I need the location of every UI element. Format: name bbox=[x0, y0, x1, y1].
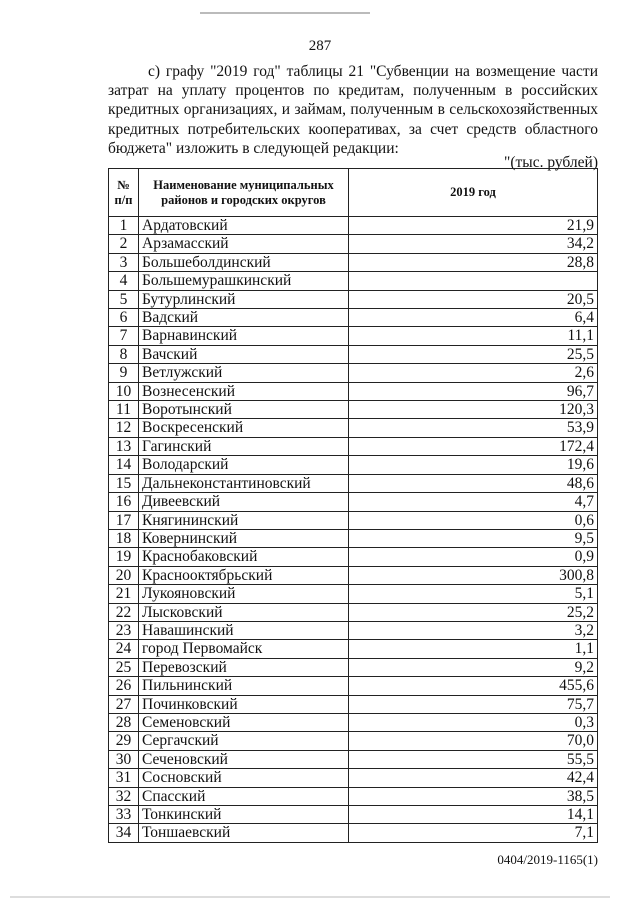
table-row bbox=[109, 824, 598, 842]
row-district-name: Тоншаевский bbox=[139, 824, 349, 842]
row-district-name: Дивеевский bbox=[139, 493, 349, 511]
row-value: 455,6 bbox=[349, 677, 598, 695]
row-district-name: Большеболдинский bbox=[139, 253, 349, 271]
table-row bbox=[109, 806, 598, 824]
scan-artifact-top bbox=[200, 12, 370, 14]
table-row bbox=[109, 658, 598, 676]
row-number: 4 bbox=[109, 272, 139, 290]
row-value: 6,4 bbox=[349, 309, 598, 327]
row-value: 0,3 bbox=[349, 713, 598, 731]
table-row bbox=[109, 327, 598, 345]
row-number: 12 bbox=[109, 419, 139, 437]
scan-artifact-bottom bbox=[10, 896, 610, 898]
row-district-name: Пильнинский bbox=[139, 677, 349, 695]
row-number: 17 bbox=[109, 511, 139, 529]
row-district-name: Навашинский bbox=[139, 621, 349, 639]
row-value: 120,3 bbox=[349, 401, 598, 419]
row-value: 34,2 bbox=[349, 235, 598, 253]
row-number: 16 bbox=[109, 493, 139, 511]
row-district-name: Воскресенский bbox=[139, 419, 349, 437]
row-value: 28,8 bbox=[349, 253, 598, 271]
row-value: 2,6 bbox=[349, 364, 598, 382]
row-value: 53,9 bbox=[349, 419, 598, 437]
row-district-name: Лысковский bbox=[139, 603, 349, 621]
row-district-name: Княгининский bbox=[139, 511, 349, 529]
row-number: 22 bbox=[109, 603, 139, 621]
row-district-name: Спасский bbox=[139, 787, 349, 805]
row-district-name: Гагинский bbox=[139, 437, 349, 455]
table-row bbox=[109, 621, 598, 639]
row-district-name: Большемурашкинский bbox=[139, 272, 349, 290]
row-district-name: Краснооктябрьский bbox=[139, 566, 349, 584]
table-row bbox=[109, 677, 598, 695]
row-district-name: Ардатовский bbox=[139, 217, 349, 235]
row-value: 19,6 bbox=[349, 456, 598, 474]
row-district-name: Перевозский bbox=[139, 658, 349, 676]
row-district-name: Сеченовский bbox=[139, 750, 349, 768]
row-district-name: Дальнеконстантиновский bbox=[139, 474, 349, 492]
row-value: 9,5 bbox=[349, 529, 598, 547]
row-district-name: Вознесенский bbox=[139, 382, 349, 400]
row-number: 3 bbox=[109, 253, 139, 271]
row-number: 2 bbox=[109, 235, 139, 253]
row-number: 20 bbox=[109, 566, 139, 584]
table-row bbox=[109, 272, 598, 290]
row-number: 8 bbox=[109, 345, 139, 363]
row-value: 0,9 bbox=[349, 548, 598, 566]
table-row bbox=[109, 695, 598, 713]
table-row bbox=[109, 382, 598, 400]
row-number: 26 bbox=[109, 677, 139, 695]
row-value: 172,4 bbox=[349, 437, 598, 455]
row-value: 1,1 bbox=[349, 640, 598, 658]
row-number: 30 bbox=[109, 750, 139, 768]
table-row bbox=[109, 640, 598, 658]
table-row bbox=[109, 456, 598, 474]
row-number: 33 bbox=[109, 806, 139, 824]
row-value: 75,7 bbox=[349, 695, 598, 713]
table-row bbox=[109, 309, 598, 327]
row-value: 96,7 bbox=[349, 382, 598, 400]
row-district-name: Вадский bbox=[139, 309, 349, 327]
row-number: 7 bbox=[109, 327, 139, 345]
header-name: Наименование муниципальных районов и городских округов bbox=[139, 169, 349, 217]
table-row bbox=[109, 548, 598, 566]
table-body bbox=[109, 217, 598, 843]
row-value: 14,1 bbox=[349, 806, 598, 824]
table-row bbox=[109, 603, 598, 621]
row-number: 14 bbox=[109, 456, 139, 474]
table-row bbox=[109, 290, 598, 308]
units-label: "(тыс. рублей) bbox=[504, 154, 598, 171]
row-value: 7,1 bbox=[349, 824, 598, 842]
row-number: 11 bbox=[109, 401, 139, 419]
table-row bbox=[109, 585, 598, 603]
row-number: 28 bbox=[109, 713, 139, 731]
row-number: 25 bbox=[109, 658, 139, 676]
row-district-name: Краснобаковский bbox=[139, 548, 349, 566]
row-district-name: Семеновский bbox=[139, 713, 349, 731]
row-value: 4,7 bbox=[349, 493, 598, 511]
row-number: 13 bbox=[109, 437, 139, 455]
table-row bbox=[109, 713, 598, 731]
row-value: 25,5 bbox=[349, 345, 598, 363]
document-code: 0404/2019-1165(1) bbox=[497, 852, 598, 867]
table-row bbox=[109, 474, 598, 492]
table-row bbox=[109, 419, 598, 437]
row-district-name: Тонкинский bbox=[139, 806, 349, 824]
row-district-name: Бутурлинский bbox=[139, 290, 349, 308]
row-value: 55,5 bbox=[349, 750, 598, 768]
row-number: 27 bbox=[109, 695, 139, 713]
table-row bbox=[109, 750, 598, 768]
row-district-name: Воротынский bbox=[139, 401, 349, 419]
row-district-name: Володарский bbox=[139, 456, 349, 474]
table-row bbox=[109, 437, 598, 455]
row-number: 34 bbox=[109, 824, 139, 842]
row-district-name: Ветлужский bbox=[139, 364, 349, 382]
row-district-name: Починковский bbox=[139, 695, 349, 713]
table-row bbox=[109, 529, 598, 547]
row-value bbox=[349, 272, 598, 290]
row-value: 70,0 bbox=[349, 732, 598, 750]
row-value: 11,1 bbox=[349, 327, 598, 345]
row-district-name: Сосновский bbox=[139, 769, 349, 787]
row-number: 29 bbox=[109, 732, 139, 750]
row-value: 300,8 bbox=[349, 566, 598, 584]
row-value: 42,4 bbox=[349, 769, 598, 787]
row-number: 6 bbox=[109, 309, 139, 327]
table-row bbox=[109, 511, 598, 529]
row-value: 5,1 bbox=[349, 585, 598, 603]
table-row bbox=[109, 401, 598, 419]
row-district-name: город Первомайск bbox=[139, 640, 349, 658]
row-value: 21,9 bbox=[349, 217, 598, 235]
row-value: 38,5 bbox=[349, 787, 598, 805]
table-row bbox=[109, 235, 598, 253]
page-number: 287 bbox=[308, 38, 332, 54]
table-row bbox=[109, 769, 598, 787]
intro-paragraph: с) графу "2019 год" таблицы 21 "Субвенции на возмещение части затрат на уплату процентов по кредитам, полученным в российских кредитных организациях, и займам, полученным в сельскохозяйственных кредитных потребительских кооперативах, за счет средств областного бюджета" изложить в следующей редакции: bbox=[108, 63, 598, 157]
row-value: 48,6 bbox=[349, 474, 598, 492]
row-district-name: Сергачский bbox=[139, 732, 349, 750]
row-value: 0,6 bbox=[349, 511, 598, 529]
row-number: 23 bbox=[109, 621, 139, 639]
row-district-name: Ковернинский bbox=[139, 529, 349, 547]
header-year: 2019 год bbox=[349, 169, 598, 217]
row-number: 31 bbox=[109, 769, 139, 787]
row-number: 24 bbox=[109, 640, 139, 658]
table-row bbox=[109, 345, 598, 363]
row-number: 5 bbox=[109, 290, 139, 308]
table-row bbox=[109, 253, 598, 271]
row-number: 19 bbox=[109, 548, 139, 566]
row-number: 15 bbox=[109, 474, 139, 492]
row-number: 10 bbox=[109, 382, 139, 400]
table-header-row bbox=[109, 169, 598, 217]
table-row bbox=[109, 732, 598, 750]
row-district-name: Арзамасский bbox=[139, 235, 349, 253]
header-num: № п/п bbox=[109, 169, 139, 217]
subsidy-table bbox=[108, 168, 598, 843]
table-row bbox=[109, 364, 598, 382]
row-value: 20,5 bbox=[349, 290, 598, 308]
table-row bbox=[109, 217, 598, 235]
row-district-name: Вачский bbox=[139, 345, 349, 363]
table-row bbox=[109, 566, 598, 584]
row-district-name: Варнавинский bbox=[139, 327, 349, 345]
row-number: 21 bbox=[109, 585, 139, 603]
row-district-name: Лукояновский bbox=[139, 585, 349, 603]
table-row bbox=[109, 787, 598, 805]
row-number: 18 bbox=[109, 529, 139, 547]
row-value: 25,2 bbox=[349, 603, 598, 621]
table-row bbox=[109, 493, 598, 511]
row-value: 9,2 bbox=[349, 658, 598, 676]
row-value: 3,2 bbox=[349, 621, 598, 639]
row-number: 9 bbox=[109, 364, 139, 382]
row-number: 32 bbox=[109, 787, 139, 805]
row-number: 1 bbox=[109, 217, 139, 235]
